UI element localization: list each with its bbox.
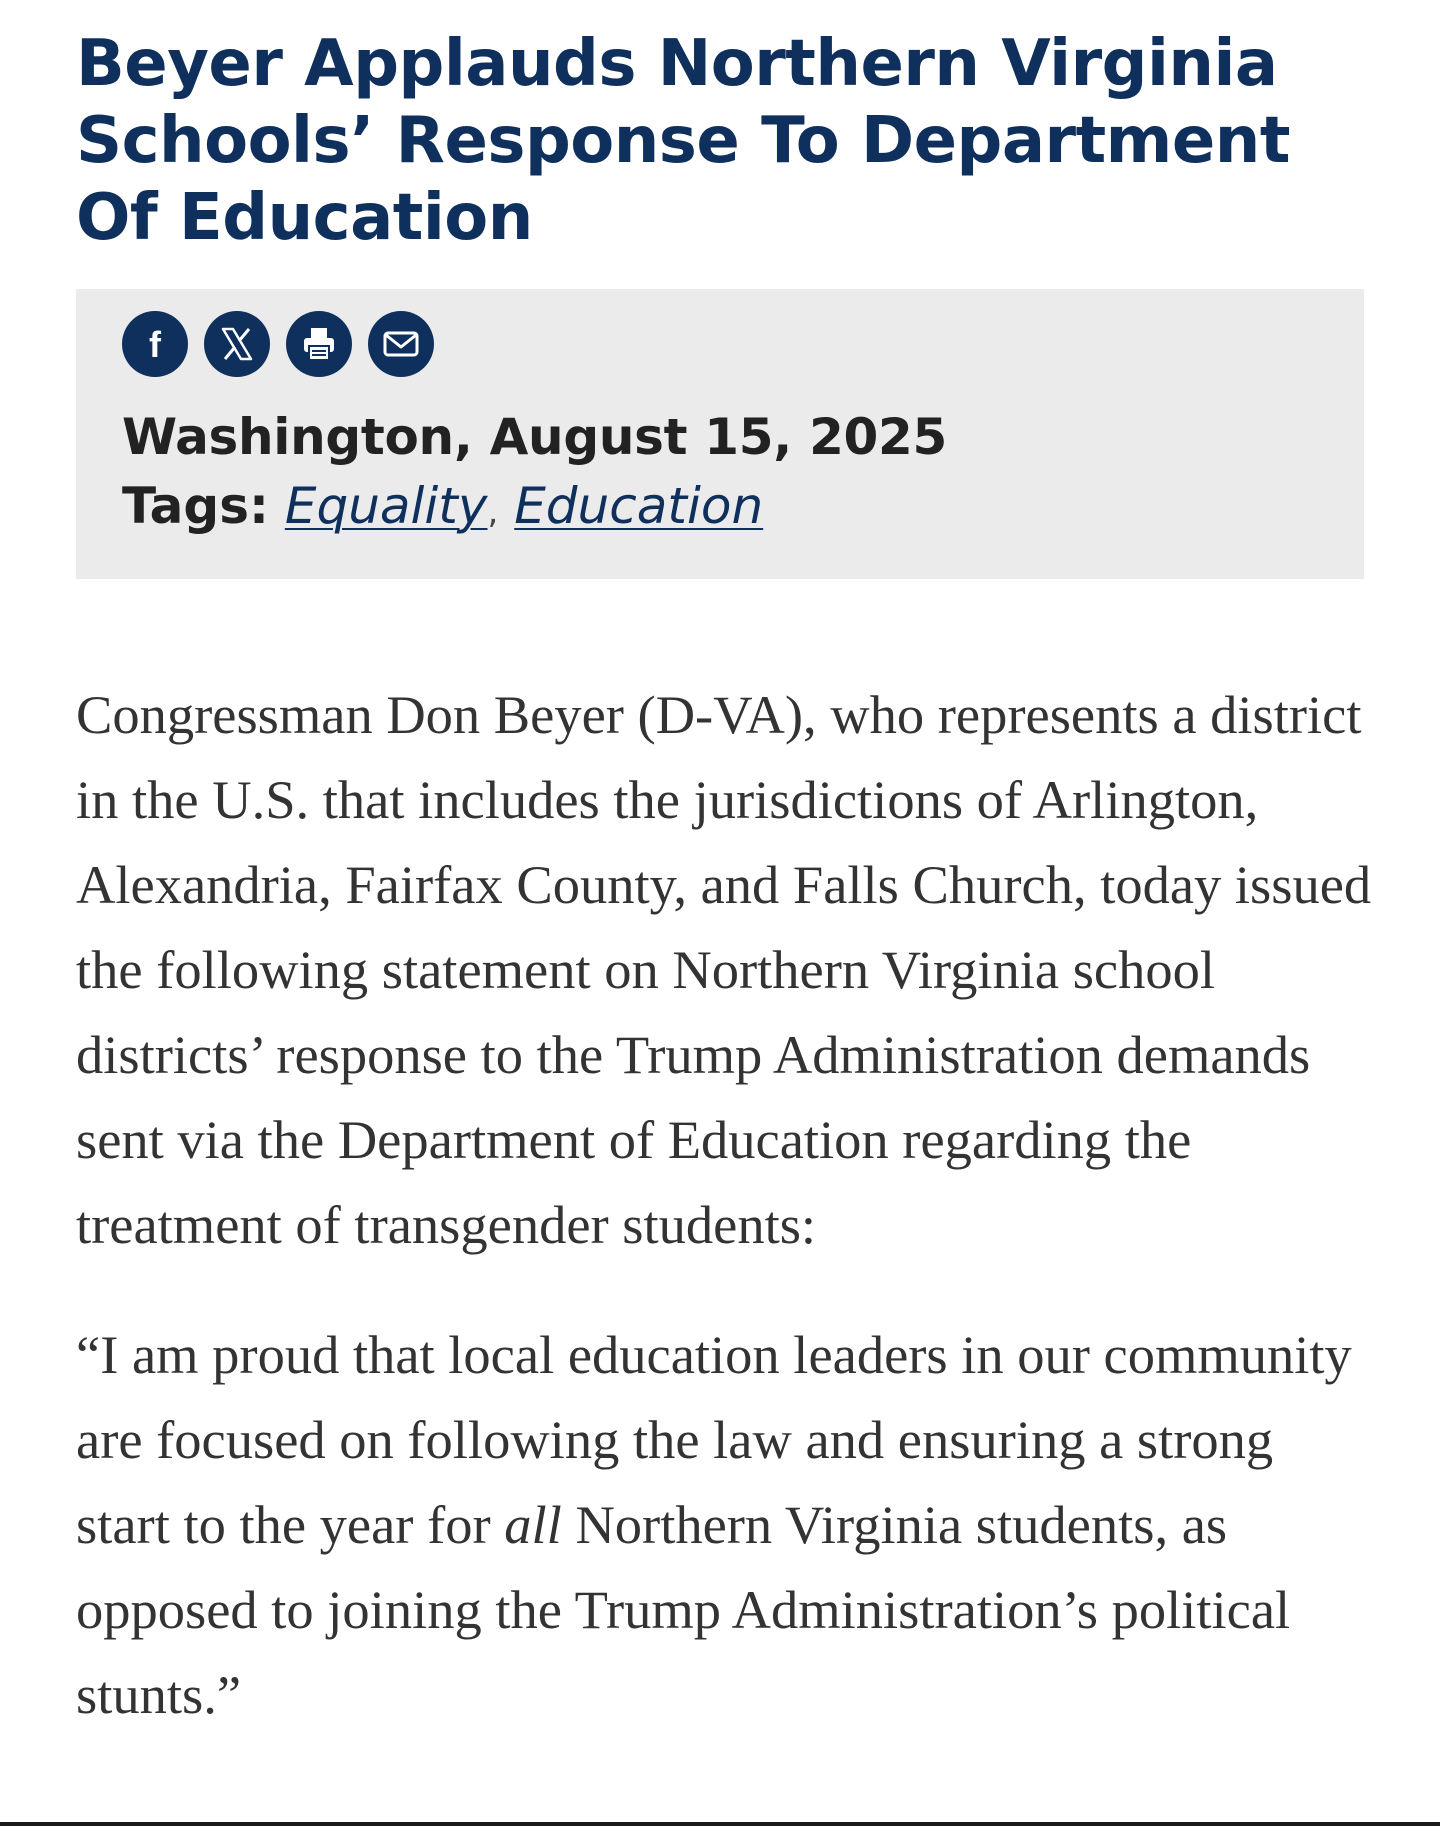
tag-link-education[interactable]: Education — [514, 477, 764, 535]
quote-paragraph — [76, 1312, 1376, 1737]
dateline: Washington, August 15, 2025 — [122, 408, 948, 466]
page-title: Beyer Applauds Northern Virginia Schools’ Response To Department Of Education — [76, 27, 1290, 255]
share-buttons — [122, 311, 434, 377]
facebook-share-button[interactable] — [122, 311, 188, 377]
bottom-divider — [0, 1822, 1440, 1826]
tags-label: Tags: — [122, 477, 269, 535]
facebook-icon — [138, 325, 172, 363]
quote-text-start: “I am proud that local education leaders in our community are focused on following the law and ensuring a strong start to the year for — [76, 1324, 1352, 1555]
tag-link-equality[interactable]: Equality — [284, 477, 488, 535]
print-button[interactable] — [286, 311, 352, 377]
quote-text-end: Northern Virginia students, as opposed to joining the Trump Administration’s political stunts.” — [76, 1494, 1291, 1725]
email-icon — [382, 329, 420, 359]
svg-text:f: f — [149, 325, 161, 363]
x-icon — [219, 326, 255, 362]
email-share-button[interactable] — [368, 311, 434, 377]
article-paragraph: Congressman Don Beyer (D-VA), who represents a district in the U.S. that includes the jurisdictions of Arlington, Alexandria, Fairfax County, and Falls Church, today issued the following statement on Northern Virginia school districts’ response to the Trump Administration demands sent via the Department of Education regarding the treatment of transgender students: — [76, 684, 1372, 1255]
print-icon — [300, 325, 338, 363]
tags-line — [122, 475, 763, 543]
quote-emphasis: all — [504, 1494, 562, 1555]
x-share-button[interactable] — [204, 311, 270, 377]
article-meta-box — [76, 289, 1364, 579]
article-body — [76, 672, 1376, 1737]
tag-separator: , — [487, 492, 499, 532]
